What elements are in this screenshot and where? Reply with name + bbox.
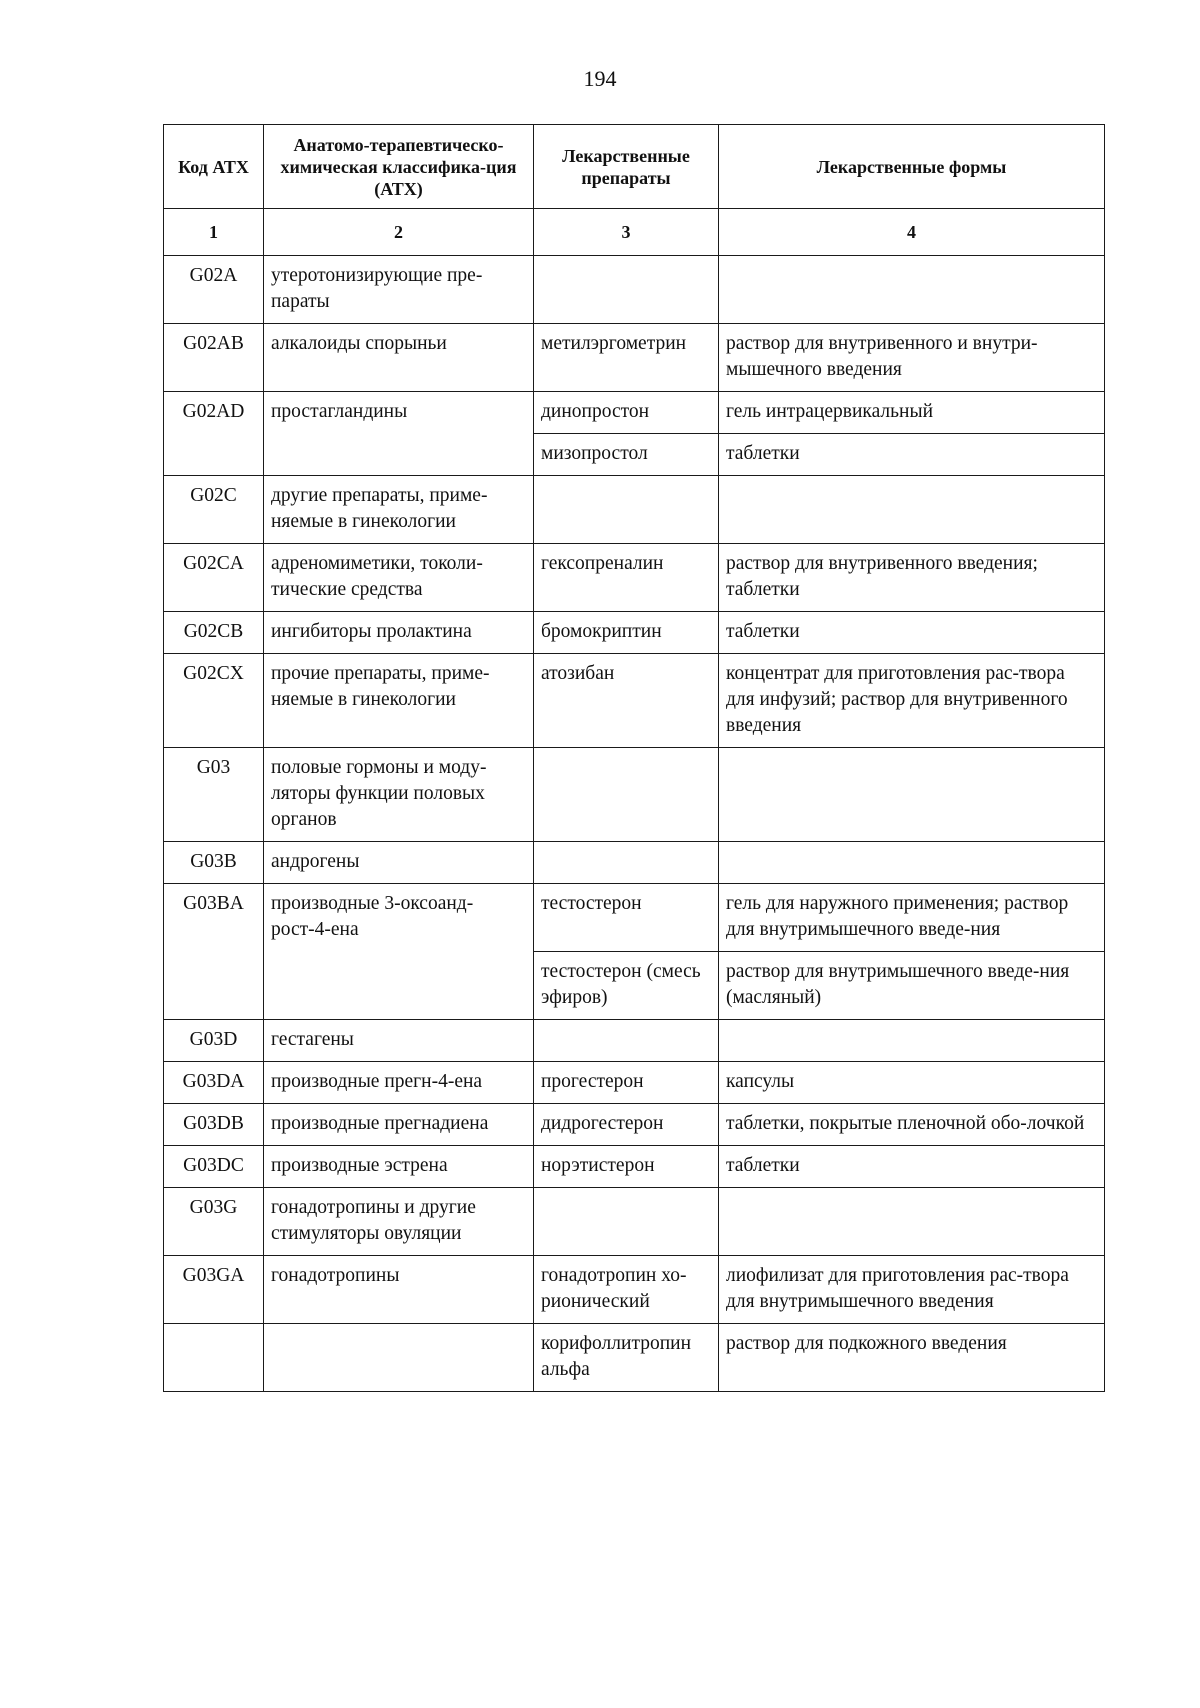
atc-code-cell: G02AB xyxy=(164,324,264,392)
atc-class-cell: производные 3-оксоанд-рост-4-ена xyxy=(264,884,534,1020)
table-row xyxy=(164,1020,1105,1062)
drug-cell xyxy=(534,476,719,544)
atc-class-cell: половые гормоны и моду-ляторы функции половых органов xyxy=(264,748,534,842)
atc-class-cell: алкалоиды спорыньи xyxy=(264,324,534,392)
atc-class-cell xyxy=(264,1324,534,1392)
dosage-form-cell xyxy=(719,842,1105,884)
drug-cell: бромокриптин xyxy=(534,612,719,654)
atc-class-cell: производные прегнадиена xyxy=(264,1104,534,1146)
atc-class-cell: производные прегн-4-ена xyxy=(264,1062,534,1104)
atc-table xyxy=(163,124,1105,1392)
atc-code-cell: G02A xyxy=(164,256,264,324)
table-row xyxy=(164,1146,1105,1188)
drug-cell: мизопростол xyxy=(534,434,719,476)
drug-cell: дидрогестерон xyxy=(534,1104,719,1146)
dosage-form-cell xyxy=(719,476,1105,544)
table-row xyxy=(164,1104,1105,1146)
table-row xyxy=(164,1324,1105,1392)
column-number: 3 xyxy=(534,209,719,256)
table-row xyxy=(164,544,1105,612)
drug-cell: динопростон xyxy=(534,392,719,434)
dosage-form-cell: капсулы xyxy=(719,1062,1105,1104)
dosage-form-cell: таблетки xyxy=(719,1146,1105,1188)
atc-class-cell: андрогены xyxy=(264,842,534,884)
drug-cell: тестостерон xyxy=(534,884,719,952)
dosage-form-cell: раствор для внутримышечного введе-ния (масляный) xyxy=(719,952,1105,1020)
atc-class-cell: адреномиметики, токоли-тические средства xyxy=(264,544,534,612)
dosage-form-cell: концентрат для приготовления рас-твора для инфузий; раствор для внутривенного введения xyxy=(719,654,1105,748)
header-row xyxy=(164,125,1105,209)
dosage-form-cell: раствор для внутривенного и внутри-мышечного введения xyxy=(719,324,1105,392)
dosage-form-cell: раствор для подкожного введения xyxy=(719,1324,1105,1392)
table-row xyxy=(164,1256,1105,1324)
dosage-form-cell: лиофилизат для приготовления рас-твора для внутримышечного введения xyxy=(719,1256,1105,1324)
drug-cell: метилэргометрин xyxy=(534,324,719,392)
drug-cell xyxy=(534,1188,719,1256)
atc-class-cell: гестагены xyxy=(264,1020,534,1062)
dosage-form-cell xyxy=(719,256,1105,324)
drug-cell xyxy=(534,256,719,324)
column-number: 2 xyxy=(264,209,534,256)
dosage-form-cell: раствор для внутривенного введения; таблетки xyxy=(719,544,1105,612)
table-row xyxy=(164,392,1105,434)
dosage-form-cell xyxy=(719,1188,1105,1256)
table-row xyxy=(164,842,1105,884)
dosage-form-cell xyxy=(719,748,1105,842)
column-number-row xyxy=(164,209,1105,256)
dosage-form-cell: таблетки xyxy=(719,434,1105,476)
atc-code-cell: G02C xyxy=(164,476,264,544)
drug-cell: атозибан xyxy=(534,654,719,748)
header-atc-class: Анатомо-терапевтическо-химическая классифика-ция (АТХ) xyxy=(264,125,534,209)
drug-cell xyxy=(534,748,719,842)
atc-class-cell: утеротонизирующие пре-параты xyxy=(264,256,534,324)
drug-cell xyxy=(534,1020,719,1062)
drug-cell: корифоллитропин альфа xyxy=(534,1324,719,1392)
atc-code-cell: G02CB xyxy=(164,612,264,654)
dosage-form-cell: гель для наружного применения; раствор для внутримышечного введе-ния xyxy=(719,884,1105,952)
atc-code-cell: G03DB xyxy=(164,1104,264,1146)
atc-code-cell: G03 xyxy=(164,748,264,842)
atc-class-cell: производные эстрена xyxy=(264,1146,534,1188)
atc-code-cell xyxy=(164,1324,264,1392)
drug-cell: гексопреналин xyxy=(534,544,719,612)
atc-class-cell: ингибиторы пролактина xyxy=(264,612,534,654)
dosage-form-cell: таблетки, покрытые пленочной обо-лочкой xyxy=(719,1104,1105,1146)
column-number: 1 xyxy=(164,209,264,256)
header-code: Код АТХ xyxy=(164,125,264,209)
atc-code-cell: G03B xyxy=(164,842,264,884)
table-row xyxy=(164,884,1105,952)
atc-code-cell: G03DA xyxy=(164,1062,264,1104)
atc-class-cell: гонадотропины xyxy=(264,1256,534,1324)
table-row xyxy=(164,476,1105,544)
atc-code-cell: G03BA xyxy=(164,884,264,1020)
drug-cell: прогестерон xyxy=(534,1062,719,1104)
atc-code-cell: G02CA xyxy=(164,544,264,612)
table-row xyxy=(164,1062,1105,1104)
column-number: 4 xyxy=(719,209,1105,256)
page-number: 194 xyxy=(583,66,617,91)
header-drugs: Лекарственные препараты xyxy=(534,125,719,209)
atc-class-cell: прочие препараты, приме-няемые в гинекологии xyxy=(264,654,534,748)
atc-class-cell: гонадотропины и другие стимуляторы овуляции xyxy=(264,1188,534,1256)
atc-code-cell: G03G xyxy=(164,1188,264,1256)
drug-cell: тестостерон (смесь эфиров) xyxy=(534,952,719,1020)
table-row xyxy=(164,256,1105,324)
atc-code-cell: G03GA xyxy=(164,1256,264,1324)
atc-code-cell: G03D xyxy=(164,1020,264,1062)
drug-cell xyxy=(534,842,719,884)
atc-class-cell: простагландины xyxy=(264,392,534,476)
table-row xyxy=(164,654,1105,748)
header-forms: Лекарственные формы xyxy=(719,125,1105,209)
atc-code-cell: G03DC xyxy=(164,1146,264,1188)
drug-cell: норэтистерон xyxy=(534,1146,719,1188)
drug-cell: гонадотропин хо-рионический xyxy=(534,1256,719,1324)
dosage-form-cell: гель интрацервикальный xyxy=(719,392,1105,434)
table-row xyxy=(164,324,1105,392)
atc-code-cell: G02AD xyxy=(164,392,264,476)
table-row xyxy=(164,612,1105,654)
dosage-form-cell: таблетки xyxy=(719,612,1105,654)
table-row xyxy=(164,1188,1105,1256)
atc-code-cell: G02CX xyxy=(164,654,264,748)
table-row xyxy=(164,748,1105,842)
atc-class-cell: другие препараты, приме-няемые в гинекологии xyxy=(264,476,534,544)
dosage-form-cell xyxy=(719,1020,1105,1062)
